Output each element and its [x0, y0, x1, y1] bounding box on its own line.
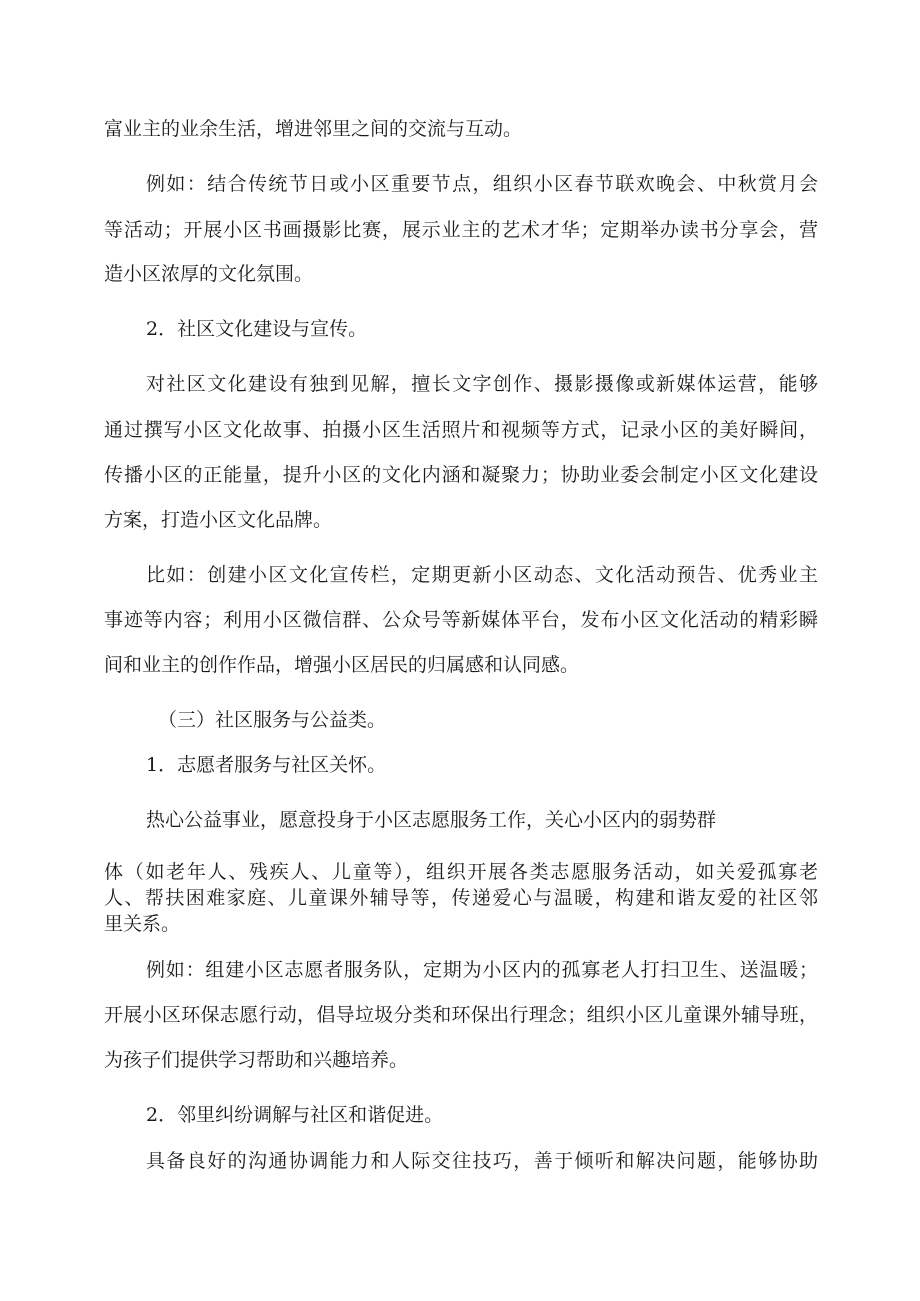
paragraph-line: 对社区文化建设有独到见解，擅长文字创作、摄影摄像或新媒体运营，能够 — [146, 373, 818, 395]
section-heading: 2．邻里纠纷调解与社区和谐促进。 — [146, 1104, 444, 1126]
paragraph-line: 通过撰写小区文化故事、拍摄小区生活照片和视频等方式，记录小区的美好瞬间， — [104, 419, 818, 441]
section-heading: 2．社区文化建设与宣传。 — [146, 318, 368, 340]
paragraph-line: 为孩子们提供学习帮助和兴趣培养。 — [104, 1049, 409, 1071]
paragraph-line: 等活动；开展小区书画摄影比赛，展示业主的艺术才华；定期举办读书分享会，营 — [104, 219, 818, 241]
paragraph-line: 造小区浓厚的文化氛围。 — [104, 263, 314, 285]
paragraph-line: 人、帮扶困难家庭、儿童课外辅导等，传递爱心与温暖，构建和谐友爱的社区邻 — [104, 887, 818, 909]
paragraph-line: 热心公益事业，愿意投身于小区志愿服务工作，关心小区内的弱势群 — [146, 809, 717, 831]
section-heading: 1．志愿者服务与社区关怀。 — [146, 754, 387, 776]
paragraph-line: 开展小区环保志愿行动，倡导垃圾分类和环保出行理念；组织小区儿童课外辅导班， — [104, 1004, 818, 1026]
paragraph-line: 例如：组建小区志愿者服务队，定期为小区内的孤寡老人打扫卫生、送温暖； — [146, 959, 818, 981]
paragraph-line: 里关系。 — [104, 913, 181, 935]
paragraph-line: 具备良好的沟通协调能力和人际交往技巧，善于倾听和解决问题，能够协助 — [146, 1150, 818, 1172]
paragraph-line: 体（如老年人、残疾人、儿童等），组织开展各类志愿服务活动，如关爱孤寡老 — [104, 861, 818, 883]
paragraph-line: 间和业主的创作作品，增强小区居民的归属感和认同感。 — [104, 654, 580, 676]
paragraph-line: 传播小区的正能量，提升小区的文化内涵和凝聚力；协助业委会制定小区文化建设 — [104, 464, 818, 486]
paragraph-line: 事迹等内容；利用小区微信群、公众号等新媒体平台，发布小区文化活动的精彩瞬 — [104, 609, 818, 631]
paragraph-line: 比如：创建小区文化宣传栏，定期更新小区动态、文化活动预告、优秀业主 — [146, 564, 818, 586]
paragraph-line: 方案，打造小区文化品牌。 — [104, 509, 333, 531]
paragraph-line: 富业主的业余生活，增进邻里之间的交流与互动。 — [104, 118, 523, 140]
section-heading: （三）社区服务与公益类。 — [158, 709, 387, 731]
paragraph-line: 例如：结合传统节日或小区重要节点，组织小区春节联欢晚会、中秋赏月会 — [146, 173, 818, 195]
